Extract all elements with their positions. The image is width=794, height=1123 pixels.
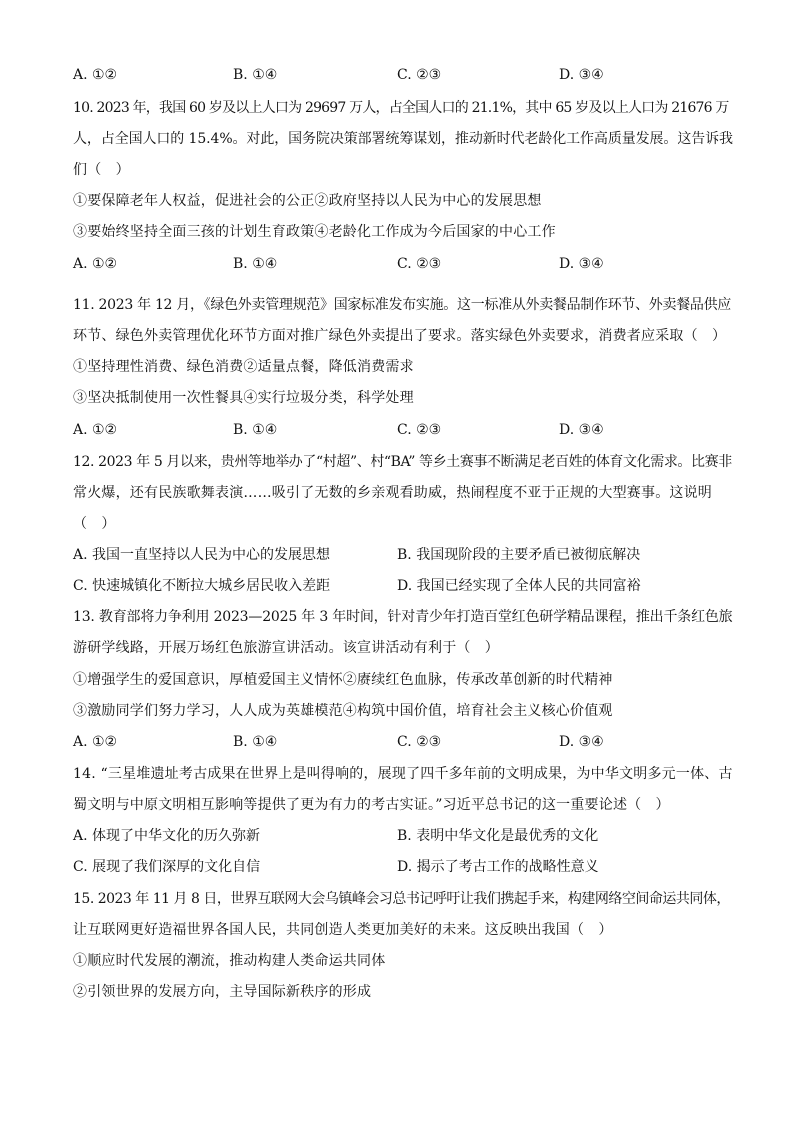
q11-option-a: A. ①②: [73, 422, 118, 438]
q13-stem-line-2: 游研学线路，开展万场红色旅游宣讲活动。该宣讲活动有利于（ ）: [73, 640, 499, 656]
q13-statement-2: ③激励同学们努力学习，人人成为英雄模范④构筑中国价值，培育社会主义核心价值观: [73, 703, 613, 719]
q13-option-a: A. ①②: [73, 734, 118, 750]
q13-option-d: D. ③④: [559, 734, 604, 750]
q12-stem-line-3: （ ）: [73, 516, 116, 532]
q10-statement-1: ①要保障老年人权益，促进社会的公正②政府坚持以人民为中心的发展思想: [73, 193, 542, 209]
q10-stem-line-1: 10. 2023 年，我国 60 岁及以上人口为 29697 万人，占全国人口的 21.1%，其中 65 岁及以上人口为 21676 万: [73, 100, 729, 116]
q9-option-a: A. ①②: [73, 67, 118, 83]
q11-statement-1: ①坚持理性消费、绿色消费②适量点餐，降低消费需求: [73, 359, 414, 375]
q15-statement-1: ①顺应时代发展的潮流，推动构建人类命运共同体: [73, 953, 386, 969]
q10-stem-line-3: 们（ ）: [73, 162, 130, 178]
q13-option-b: B. ①④: [233, 734, 278, 750]
q12-option-d: D. 我国已经实现了全体人民的共同富裕: [397, 578, 641, 594]
q9-option-d: D. ③④: [559, 67, 604, 83]
q10-statement-2: ③要始终坚持全面三孩的计划生育政策④老龄化工作成为今后国家的中心工作: [73, 224, 556, 240]
q14-option-d: D. 揭示了考古工作的战略性意义: [397, 859, 599, 875]
q9-option-c: C. ②③: [397, 67, 442, 83]
q14-option-c: C. 展现了我们深厚的文化自信: [73, 859, 261, 875]
q13-stem-line-1: 13. 教育部将力争利用 2023—2025 年 3 年时间，针对青少年打造百堂红色研学精品课程，推出千条红色旅: [73, 609, 733, 625]
q11-option-d: D. ③④: [559, 422, 604, 438]
q11-option-b: B. ①④: [233, 422, 278, 438]
q13-option-c: C. ②③: [397, 734, 442, 750]
q10-option-c: C. ②③: [397, 256, 442, 272]
q12-option-c: C. 快速城镇化不断拉大城乡居民收入差距: [73, 578, 331, 594]
q15-stem-line-1: 15. 2023 年 11 月 8 日，世界互联网大会乌镇峰会习总书记呼吁让我们携起手来，构建网络空间命运共同体，: [73, 891, 730, 907]
q10-option-d: D. ③④: [559, 256, 604, 272]
q14-stem-line-2: 蜀文明与中原文明相互影响等提供了更为有力的考古实证。”习近平总书记的这一重要论述（ ）: [73, 797, 670, 813]
q11-stem-line-2: 环节、绿色外卖管理优化环节方面对推广绿色外卖提出了要求。落实绿色外卖要求，消费者应采取（ ）: [73, 328, 727, 344]
q9-option-b: B. ①④: [233, 67, 278, 83]
q11-stem-line-1: 11. 2023 年 12 月，《绿色外卖管理规范》国家标准发布实施。这一标准从外卖餐品制作环节、外卖餐品供应: [73, 297, 732, 313]
q10-option-a: A. ①②: [73, 256, 118, 272]
q15-stem-line-2: 让互联网更好造福世界各国人民，共同创造人类更加美好的未来。这反映出我国（ ）: [73, 922, 613, 938]
q12-stem-line-2: 常火爆，还有民族歌舞表演……吸引了无数的乡亲观看助威，热闹程度不亚于正规的大型赛事。这说明: [73, 485, 712, 501]
q12-option-b: B. 我国现阶段的主要矛盾已被彻底解决: [397, 547, 641, 563]
q14-option-b: B. 表明中华文化是最优秀的文化: [397, 828, 599, 844]
q12-option-a: A. 我国一直坚持以人民为中心的发展思想: [73, 547, 331, 563]
q11-statement-2: ③坚决抵制使用一次性餐具④实行垃圾分类，科学处理: [73, 390, 414, 406]
q14-option-a: A. 体现了中华文化的历久弥新: [73, 828, 261, 844]
q11-option-c: C. ②③: [397, 422, 442, 438]
q13-statement-1: ①增强学生的爱国意识，厚植爱国主义情怀②赓续红色血脉，传承改革创新的时代精神: [73, 672, 613, 688]
q12-stem-line-1: 12. 2023 年 5 月以来，贵州等地举办了“村超”、村“BA” 等乡土赛事不断满足老百姓的体育文化需求。比赛非: [73, 454, 732, 470]
q14-stem-line-1: 14. “三星堆遗址考古成果在世界上是叫得响的，展现了四千多年前的文明成果，为中华文明多元一体、古: [73, 766, 733, 782]
q10-option-b: B. ①④: [233, 256, 278, 272]
q15-statement-2: ②引领世界的发展方向，主导国际新秩序的形成: [73, 984, 372, 1000]
q10-stem-line-2: 人，占全国人口的 15.4%。对此，国务院决策部署统筹谋划，推动新时代老龄化工作高质量发展。这告诉我: [73, 131, 733, 147]
